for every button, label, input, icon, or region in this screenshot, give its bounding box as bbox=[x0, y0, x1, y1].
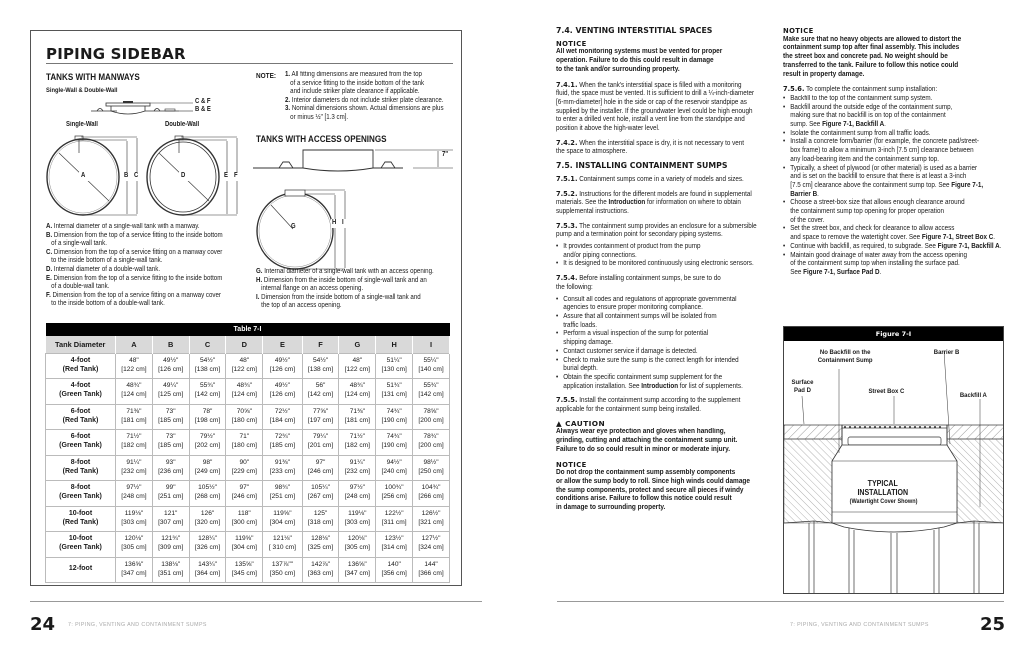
dimension-cell: 98½" [250 cm] bbox=[413, 455, 450, 481]
dimension-cell: 72¾" [185 cm] bbox=[263, 430, 302, 456]
piping-sidebar bbox=[30, 30, 462, 586]
paragraph-7-5-4: 7.5.4. Before installing containment sumps, be sure to do the following: bbox=[556, 273, 721, 291]
dimension-cell: 97½" [248 cm] bbox=[116, 481, 153, 507]
dimension-cell: 48" [122 cm] bbox=[116, 353, 153, 379]
dimension-cell: 122½" [311 cm] bbox=[376, 506, 413, 532]
dimension-cell: 79½" [202 cm] bbox=[189, 430, 226, 456]
content-column-1 bbox=[556, 27, 770, 519]
table-row bbox=[46, 506, 450, 532]
table-caption: Table 7-I bbox=[46, 323, 450, 336]
dimension-cell: 93" [236 cm] bbox=[152, 455, 189, 481]
dimension-cell: 119⅝" [304 cm] bbox=[263, 506, 302, 532]
label-i: I bbox=[342, 219, 344, 226]
dimension-cell: 54½" [138 cm] bbox=[302, 353, 339, 379]
dimension-cell: 97½" [248 cm] bbox=[339, 481, 376, 507]
list-item: • Continue with backfill, as required, to subgrade. See Figure 7-1, Backfill A. bbox=[783, 243, 1005, 252]
barrier-label: Barrier B bbox=[933, 349, 960, 356]
tank-diameter-cell: 6-foot (Green Tank) bbox=[46, 430, 116, 456]
no-backfill-label: No Backfill on the Containment Sump bbox=[817, 349, 873, 364]
dimension-cell: 72½" [184 cm] bbox=[263, 404, 302, 430]
dimension-cell: 90" [229 cm] bbox=[226, 455, 263, 481]
dimension-cell: 121⅛" [ 310 cm] bbox=[263, 532, 302, 558]
list-item: • Obtain the specific containment sump supplement for the application installation. See Introduction for list of supplements. bbox=[556, 374, 770, 391]
dimension-cell: 128¼" [326 cm] bbox=[189, 532, 226, 558]
notice-label: NOTICE bbox=[556, 39, 587, 48]
dimension-cell: 56" [142 cm] bbox=[302, 379, 339, 405]
dimension-cell: 119⅝" [304 cm] bbox=[226, 532, 263, 558]
street-box-label: Street Box C bbox=[868, 388, 905, 395]
list-item: • Typically, a sheet of plywood (or other material) is used as a barrier and is set on the backfill to ensure that there is at least a 3-inch [7.5 cm] clearance above the containment sump top. See Figure 7-1, Barrier B. bbox=[783, 165, 1005, 200]
list-item: • Choose a street-box size that allows enough clearance around the containment sump top opening for proper operation of the cover. bbox=[783, 199, 1005, 225]
column-header: D bbox=[226, 336, 263, 353]
dimension-cell: 71½" [182 cm] bbox=[339, 430, 376, 456]
page-number: 25 bbox=[980, 614, 1006, 635]
footer-rule bbox=[30, 601, 482, 602]
dimension-cell: 51¼" [130 cm] bbox=[376, 353, 413, 379]
tank-diameter-cell: 10-foot (Green Tank) bbox=[46, 532, 116, 558]
tank-diameter-cell: 12-foot bbox=[46, 557, 116, 583]
table-header-row bbox=[46, 336, 450, 353]
column-header: I bbox=[413, 336, 450, 353]
dimension-cell: 104¾" [266 cm] bbox=[413, 481, 450, 507]
list-item: • Set the street box, and check for clearance to allow access and space to remove the watertight cover. See Figure 7-1, Street Box C. bbox=[783, 225, 1005, 242]
table-row bbox=[46, 430, 450, 456]
access-opening-profile-diagram bbox=[253, 148, 453, 178]
dimension-cell: 121" [307 cm] bbox=[152, 506, 189, 532]
notice-text-2: Do not drop the containment sump assembly components or allow the sump body to roll. Since high winds could damage the sump components, protect and secure all pieces if windy conditions arise. Failure to follow this notice could result in damage to surrounding property. bbox=[556, 469, 750, 512]
footer-rule bbox=[557, 601, 1004, 602]
label-c: C bbox=[134, 172, 139, 179]
right-page bbox=[512, 0, 1023, 662]
page-number: 24 bbox=[30, 614, 56, 635]
dimension-cell: 74¾" [190 cm] bbox=[376, 430, 413, 456]
backfill-label: Backfill A bbox=[959, 392, 987, 399]
tank-diameter-cell: 8-foot (Red Tank) bbox=[46, 455, 116, 481]
dimension-cell: 48" [122 cm] bbox=[226, 353, 263, 379]
dimension-cell: 48¾" [124 cm] bbox=[116, 379, 153, 405]
table-row bbox=[46, 379, 450, 405]
table-row bbox=[46, 353, 450, 379]
dimension-cell: 144" [366 cm] bbox=[413, 557, 450, 583]
tank-diameter-cell: 8-foot (Green Tank) bbox=[46, 481, 116, 507]
dimension-cell: 127½" [324 cm] bbox=[413, 532, 450, 558]
access-legend: G. Internal diameter of a single-wall tank with an access opening. H. Dimension from the inside bottom of single-wall tank and an internal flange on an access opening. I. Dimension from the inside bottom of a single-wall tank and the top of an access opening. bbox=[256, 268, 434, 310]
paragraph-7-5-6: 7.5.6. To complete the containment sump installation: bbox=[783, 84, 938, 94]
column-header: Tank Diameter bbox=[46, 336, 116, 353]
paragraph-7-4-1: 7.4.1. When the tank's interstitial space is filled with a monitoring fluid, the space must be vented. It is sufficient to drill a ¼-inch-diameter [6-mm-diameter] hole in the side or cap of the reservoir standpipe as supplied by the installer. If the groundwater level could be high enough to enter a drilled vent hole, install a vent line from the standpipe and position it above the high-water level. bbox=[556, 79, 755, 133]
access-opening-tank-diagram bbox=[253, 181, 363, 271]
manways-heading: TANKS WITH MANWAYS bbox=[46, 72, 140, 83]
label-e: E bbox=[224, 172, 228, 179]
dimension-cell: 98¾" [251 cm] bbox=[263, 481, 302, 507]
table-body bbox=[46, 353, 450, 583]
dimension-cell: 79¼" [201 cm] bbox=[302, 430, 339, 456]
watertight-cover-label: (Watertight Cover Shown) bbox=[849, 498, 918, 505]
dimension-cell: 51¾" [131 cm] bbox=[376, 379, 413, 405]
dimension-cell: 73" [185 cm] bbox=[152, 430, 189, 456]
footer-chapter: 7: PIPING, VENTING AND CONTAINMENT SUMPS bbox=[68, 622, 207, 628]
label-c-f: C & F bbox=[195, 98, 211, 105]
dimension-cell: 71⅜" [181 cm] bbox=[339, 404, 376, 430]
surface-pad-label: Surface Pad D bbox=[791, 379, 814, 394]
column-header: B bbox=[152, 336, 189, 353]
dimension-cell: 119⅛" [303 cm] bbox=[116, 506, 153, 532]
list-7-5-6 bbox=[783, 95, 1005, 278]
dimension-cell: 120⅛" [305 cm] bbox=[339, 532, 376, 558]
dimension-cell: 78¾" [200 cm] bbox=[413, 430, 450, 456]
caution-label: ▲ CAUTION bbox=[556, 418, 606, 428]
dimension-cell: 126½" [321 cm] bbox=[413, 506, 450, 532]
list-item: • Backfill to the top of the containment sump system. bbox=[783, 95, 1005, 104]
list-item: • Perform a visual inspection of the sump for potential shipping damage. bbox=[556, 330, 770, 347]
caution-text: Always wear eye protection and gloves when handling, grinding, cutting and attaching the containment sump unit. Failure to do so could result in minor or moderate injury. bbox=[556, 428, 738, 453]
label-b-e: B & E bbox=[195, 106, 211, 113]
dimension-cell: 49½" [126 cm] bbox=[263, 379, 302, 405]
column-header: G bbox=[339, 336, 376, 353]
manway-legend: A. Internal diameter of a single-wall tank with a manway. B. Dimension from the top of a service fitting to the inside bottom of a single-wall tank. C. Dimension from the top of a service fitting on a manway cover to the inside bottom of a single-wall tank. D. Internal diameter of a double-wall tank. E. Dimension from the top of a service fitting to the inside bottom of a double-wall tank. F. Dimension from the top of a service fitting on a manway cover to the inside bottom of a double-wall tank. bbox=[46, 223, 223, 308]
label-7-inch: 7" bbox=[442, 151, 449, 158]
dimension-cell: 97" [246 cm] bbox=[302, 455, 339, 481]
list-item: • It is designed to be monitored continuously using electronic sensors. bbox=[556, 260, 770, 269]
list-item: • Install a concrete form/barrier (for example, the concrete pad/street- box frame) to allow a minimum 3-inch [7.5 cm] clearance between any load-bearing item and the containment sump top. bbox=[783, 138, 1005, 164]
dimension-cell: 136⅝" [347 cm] bbox=[339, 557, 376, 583]
dimension-cell: 48¾" [124 cm] bbox=[226, 379, 263, 405]
column-header: C bbox=[189, 336, 226, 353]
dimension-cell: 123½" [314 cm] bbox=[376, 532, 413, 558]
dimension-cell: 70⅝" [180 cm] bbox=[226, 404, 263, 430]
tank-diameter-cell: 10-foot (Red Tank) bbox=[46, 506, 116, 532]
dimension-cell: 54½" [138 cm] bbox=[189, 353, 226, 379]
notice-label-3: NOTICE bbox=[783, 27, 814, 35]
introduction-link: Introduction bbox=[608, 199, 646, 207]
dimension-cell: 71½" [182 cm] bbox=[116, 430, 153, 456]
dimension-cell: 48¾" [124 cm] bbox=[339, 379, 376, 405]
list-item: • Backfill around the outside edge of the containment sump, making sure that no backfill is on top of the containment sump. See Figure 7-1, Backfill A. bbox=[783, 104, 1005, 130]
dimension-cell: 91⅜" [233 cm] bbox=[263, 455, 302, 481]
notice-label-2: NOTICE bbox=[556, 460, 587, 469]
dimension-cell: 126" [320 cm] bbox=[189, 506, 226, 532]
paragraph-7-5-5: 7.5.5. Install the containment sump according to the supplement applicable for the containment sump being installed. bbox=[556, 395, 741, 414]
dimension-cell: 121¾" [309 cm] bbox=[152, 532, 189, 558]
dimension-cell: 137⅞"" [350 cm] bbox=[263, 557, 302, 583]
label-a: A bbox=[81, 172, 86, 179]
dimension-cell: 71" [180 cm] bbox=[226, 430, 263, 456]
containment-sump-installation-diagram bbox=[784, 341, 1004, 594]
tank-diameter-cell: 6-foot (Red Tank) bbox=[46, 404, 116, 430]
column-header: E bbox=[263, 336, 302, 353]
dimension-cell: 49¼" [125 cm] bbox=[152, 379, 189, 405]
note-label: NOTE: bbox=[256, 71, 277, 80]
table-row bbox=[46, 455, 450, 481]
column-header: A bbox=[116, 336, 153, 353]
manways-subheading: Single-Wall & Double-Wall bbox=[46, 87, 118, 94]
dimension-cell: 97" [246 cm] bbox=[226, 481, 263, 507]
footer-chapter: 7: PIPING, VENTING AND CONTAINMENT SUMPS bbox=[790, 622, 929, 628]
dimension-cell: 105¼" [267 cm] bbox=[302, 481, 339, 507]
dimension-cell: 99" [251 cm] bbox=[152, 481, 189, 507]
section-7-5-heading: 7.5. INSTALLING CONTAINMENT SUMPS bbox=[556, 161, 728, 171]
dimension-cell: 55¾" [142 cm] bbox=[413, 379, 450, 405]
list-item: • Assure that all containment sumps will be isolated from traffic loads. bbox=[556, 313, 770, 330]
dimension-cell: 78⅝" [200 cm] bbox=[413, 404, 450, 430]
dimension-cell: 140" [356 cm] bbox=[376, 557, 413, 583]
dimension-cell: 120⅛" [305 cm] bbox=[116, 532, 153, 558]
notice-text: All wet monitoring systems must be vented for proper operation. Failure to do this could result in damage to the tank and/or surrounding property. bbox=[556, 48, 723, 73]
dimension-cell: 78" [198 cm] bbox=[189, 404, 226, 430]
figure-caption: Figure 7-I bbox=[784, 327, 1003, 341]
dimension-cell: 125" [318 cm] bbox=[302, 506, 339, 532]
table-row bbox=[46, 404, 450, 430]
dimension-cell: 98" [249 cm] bbox=[189, 455, 226, 481]
label-h: H bbox=[332, 219, 337, 226]
dimension-cell: 128⅛" [325 cm] bbox=[302, 532, 339, 558]
section-7-4-heading: 7.4. VENTING INTERSTITIAL SPACES bbox=[556, 26, 713, 35]
paragraph-7-5-3: 7.5.3. The containment sump provides an enclosure for a submersible pump and a termination point for secondary piping systems. bbox=[556, 220, 757, 239]
typical-installation-label: TYPICAL INSTALLATION bbox=[857, 479, 909, 497]
tank-diameter-cell: 4-foot (Green Tank) bbox=[46, 379, 116, 405]
content-column-2 bbox=[783, 27, 1005, 283]
dimension-cell: 94½" [240 cm] bbox=[376, 455, 413, 481]
dimension-cell: 73" [185 cm] bbox=[152, 404, 189, 430]
dimension-cell: 142⅞" [363 cm] bbox=[302, 557, 339, 583]
warning-triangle-icon: ▲ bbox=[556, 418, 563, 428]
list-7-5-3 bbox=[556, 243, 770, 269]
access-openings-heading: TANKS WITH ACCESS OPENINGS bbox=[256, 134, 387, 145]
figure-7-1 bbox=[783, 326, 1004, 594]
table-row bbox=[46, 532, 450, 558]
single-wall-tank-diagram bbox=[45, 131, 145, 221]
list-item: • Maintain good drainage of water away from the access opening of the containment sump top when installing the surface pad. See Figure 7-1, Surface Pad D. bbox=[783, 252, 1005, 278]
double-wall-label: Double-Wall bbox=[165, 121, 200, 128]
dimension-cell: 48" [122 cm] bbox=[339, 353, 376, 379]
dimensions-table bbox=[45, 323, 450, 583]
dimension-cell: 49½" [126 cm] bbox=[263, 353, 302, 379]
dimension-cell: 138⅛" [351 cm] bbox=[152, 557, 189, 583]
list-item: • Consult all codes and regulations of appropriate governmental agencies to ensure proper monitoring compliance. bbox=[556, 296, 770, 313]
dimension-cell: 105½" [268 cm] bbox=[189, 481, 226, 507]
note-1: 1. All fitting dimensions are measured from the top of a service fitting to the inside bottom of the tank and include striker plate clearance if applicable. 2. Interior diameters do not include striker plate clearance. 3. Nominal dimensions shown. Actual dimensions are plus or minus ½" [1.3 cm]. bbox=[285, 71, 444, 121]
list-item: • Isolate the containment sump from all traffic loads. bbox=[783, 130, 1005, 139]
dimension-cell: 55¼" [140 cm] bbox=[413, 353, 450, 379]
tank-diameter-cell: 4-foot (Red Tank) bbox=[46, 353, 116, 379]
single-wall-label: Single-Wall bbox=[66, 121, 98, 128]
dimension-cell: 143¼" [364 cm] bbox=[189, 557, 226, 583]
list-7-5-4 bbox=[556, 296, 770, 392]
list-item: • Contact customer service if damage is detected. bbox=[556, 348, 770, 357]
label-g: G bbox=[291, 223, 296, 230]
dimension-cell: 55¾" [142 cm] bbox=[189, 379, 226, 405]
label-f: F bbox=[234, 172, 238, 179]
notice-text-3: Make sure that no heavy objects are allowed to distort the containment sump top after final assembly. This includes the street box and concrete pad. No weight should be transferred to the tank. Failure to follow this notice could result in property damage. bbox=[783, 35, 962, 78]
label-b: B bbox=[124, 172, 129, 179]
dimension-cell: 118" [300 cm] bbox=[226, 506, 263, 532]
paragraph-7-5-1: 7.5.1. Containment sumps come in a variety of models and sizes. bbox=[556, 173, 744, 183]
column-header: F bbox=[302, 336, 339, 353]
column-header: H bbox=[376, 336, 413, 353]
dimension-cell: 135⅝" [345 cm] bbox=[226, 557, 263, 583]
dimension-cell: 91¼" [232 cm] bbox=[339, 455, 376, 481]
dimension-cell: 136⅝" [347 cm] bbox=[116, 557, 153, 583]
paragraph-7-5-2: 7.5.2. Instructions for the different models are found in supplemental materials. See the Introduction for information on where to obtain supplemental instructions. bbox=[556, 188, 752, 215]
label-d: D bbox=[181, 172, 186, 179]
dimension-cell: 91¼" [232 cm] bbox=[116, 455, 153, 481]
sidebar-title: PIPING SIDEBAR bbox=[46, 45, 186, 63]
paragraph-7-4-2: 7.4.2. When the interstitial space is dry, it is not necessary to vent the space to atmosphere. bbox=[556, 137, 745, 156]
list-item: • Check to make sure the sump is the correct length for intended burial depth. bbox=[556, 357, 770, 374]
list-item: • It provides containment of product from the pump and/or piping connections. bbox=[556, 243, 770, 260]
dimension-cell: 100¾" [256 cm] bbox=[376, 481, 413, 507]
table-row bbox=[46, 481, 450, 507]
dimension-cell: 71⅜" [181 cm] bbox=[116, 404, 153, 430]
double-wall-tank-diagram bbox=[145, 131, 245, 221]
dimension-cell: 49½" [126 cm] bbox=[152, 353, 189, 379]
dimension-cell: 119⅛" [303 cm] bbox=[339, 506, 376, 532]
title-rule bbox=[46, 63, 453, 64]
dimension-cell: 77⅝" [197 cm] bbox=[302, 404, 339, 430]
table-row bbox=[46, 557, 450, 583]
manway-profile-diagram bbox=[91, 97, 241, 119]
dimension-cell: 74¾" [190 cm] bbox=[376, 404, 413, 430]
